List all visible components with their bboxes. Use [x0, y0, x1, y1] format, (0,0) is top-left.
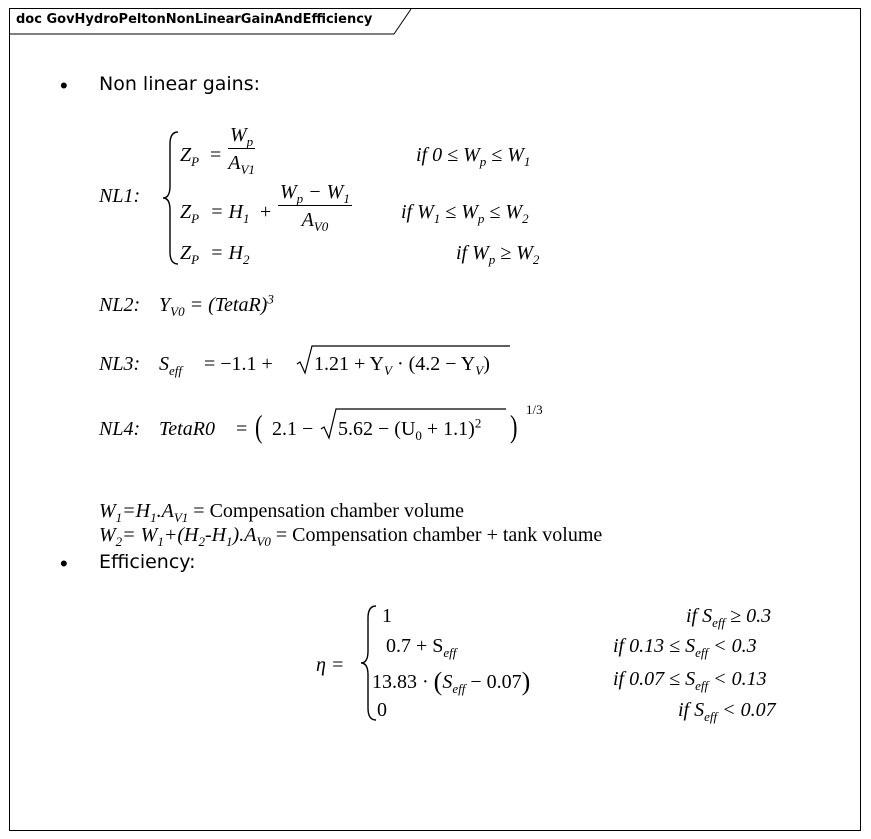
nl1-brace	[160, 130, 182, 266]
nl4-radicand: $5.62 - (U_0 + 1.1)^2$	[338, 415, 482, 443]
nl1-r2-eq: = $H_1$	[210, 201, 250, 226]
nl3-rhs-a: = −1.1 +	[204, 353, 273, 375]
nl4-paren-close: )	[510, 408, 518, 444]
nl4-exponent: 1/3	[526, 402, 543, 417]
eff-r3-value: $13.83 \cdot (S_{eff} - 0.07)$	[372, 667, 531, 696]
nl1-r3-condition: if $W_p \ge W_2$	[456, 242, 540, 267]
nl1-r2-plus: +	[260, 201, 272, 223]
nl1-r3-eq: = $H_2$	[210, 242, 250, 267]
efficiency-heading: Efficiency:	[99, 551, 196, 573]
w1-definition: $W_1=H_1.A_{V1}$ = Compensation chamber volume	[99, 500, 464, 525]
eff-r2-condition: if $0.13 \le S_{eff} < 0.3$	[613, 635, 757, 660]
nl3-radicand: $1.21 + Y_V \cdot (4.2 - Y_V)$	[314, 353, 490, 378]
nl3-label: NL3:	[99, 353, 141, 375]
nl4-rhs-b: 2.1 −	[272, 418, 314, 440]
bullet-efficiency: •	[60, 551, 68, 576]
nl4-paren-open: (	[255, 408, 263, 444]
nl1-r2-lhs: $Z_P$	[180, 201, 200, 226]
nl1-label: NL1:	[99, 185, 141, 207]
nl4-label: NL4:	[99, 418, 141, 440]
nl1-r1-condition: if $0 \le W_p \le W_1$	[416, 144, 531, 169]
w2-definition: $W_2= W_1+(H_2-H_1).A_{V0}$ = Compensation chamber + tank volume	[99, 524, 603, 549]
nl1-r3-lhs: $Z_P$	[180, 242, 200, 267]
nl4-lhs: TetaR0	[159, 418, 215, 440]
eff-r1-value: 1	[382, 605, 392, 627]
eff-r3-condition: if $0.07 \le S_{eff} < 0.13$	[613, 668, 767, 693]
nl1-r2-condition: if $W_1 \le W_p \le W_2$	[401, 201, 529, 226]
nl3-lhs: $S_{eff}$	[159, 353, 182, 378]
eta-lhs: η =	[316, 654, 345, 676]
eff-r4-value: 0	[377, 699, 387, 721]
nonlinear-heading: Non linear gains:	[99, 73, 261, 95]
nl1-r1-eq: =	[210, 144, 222, 166]
bullet-nonlinear: •	[60, 73, 68, 98]
diagram-title: doc GovHydroPeltonNonLinearGainAndEfficiency	[16, 12, 373, 27]
eff-r2-value: $0.7 + S_{eff}$	[386, 635, 457, 660]
nl1-r1-fraction: $\frac{W_p}{A_{V1}}$	[228, 124, 255, 177]
nl4-eq: =	[236, 418, 248, 440]
nl1-r2-fraction: $\frac{W_p - W_1}{A_{V0}}$	[280, 181, 350, 234]
nl2-label: NL2:	[99, 294, 141, 316]
eff-r4-condition: if $S_{eff} < 0.07$	[678, 699, 776, 724]
nl1-r1-lhs: $Z_P$	[180, 144, 200, 169]
nl2-equation: $Y_{V0}$ = (TetaR)$^3$	[159, 291, 274, 319]
eff-r1-condition: if $S_{eff} \ge 0.3$	[686, 605, 772, 630]
